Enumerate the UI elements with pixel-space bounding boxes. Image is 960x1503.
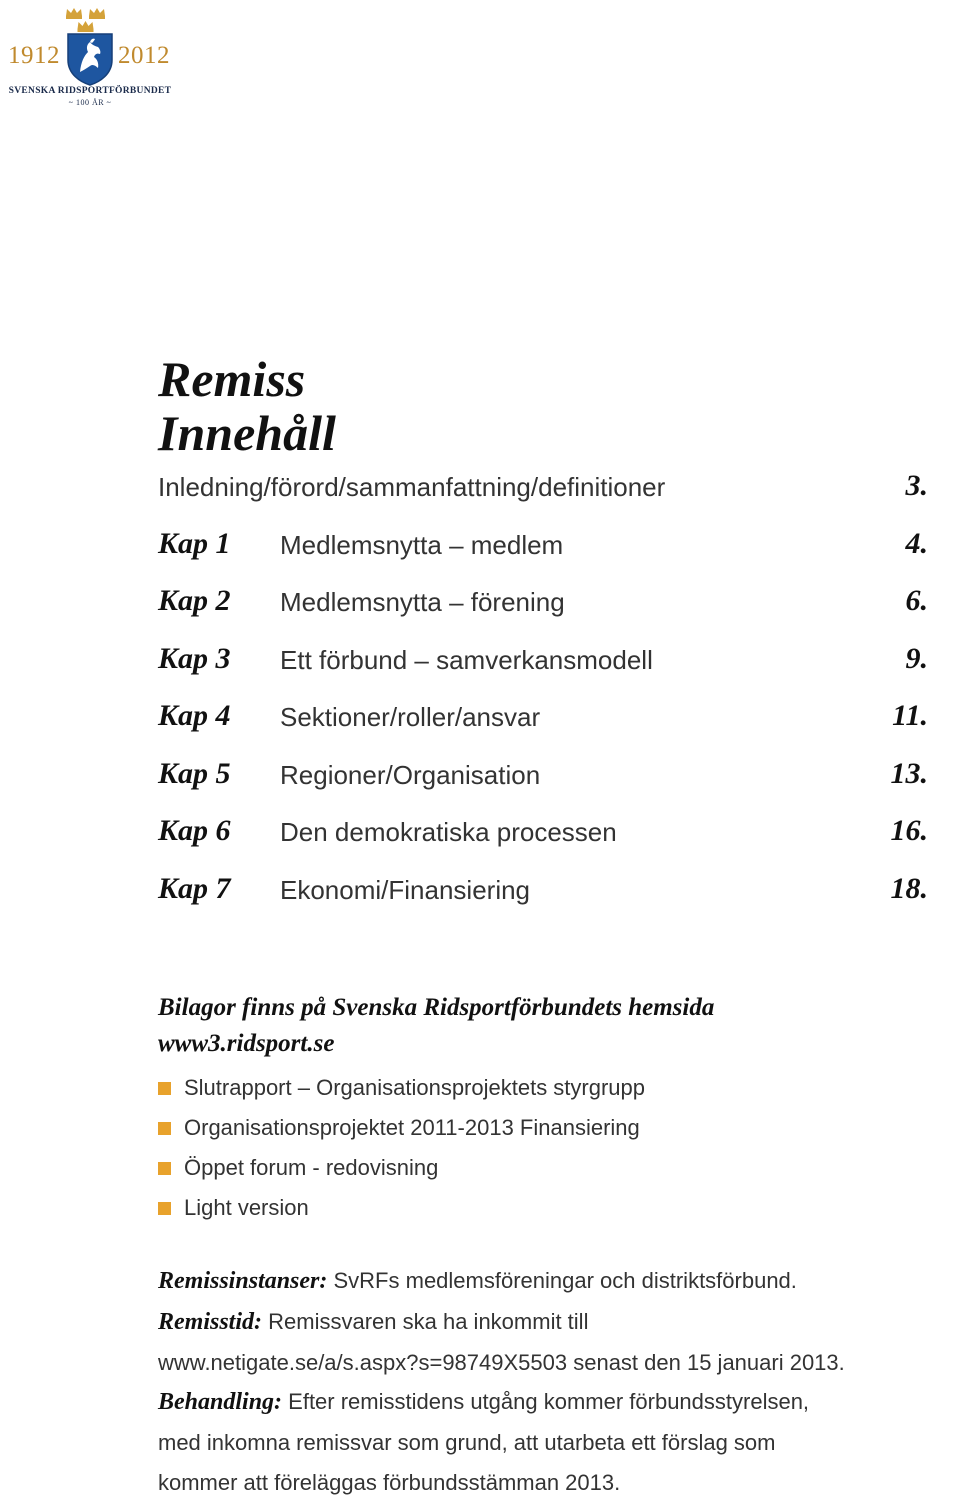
toc-chapter-label: Kap 7: [158, 871, 231, 905]
list-item: [158, 1188, 938, 1228]
page-title: [158, 352, 938, 460]
toc-chapter-title: Ekonomi/Finansiering: [280, 874, 531, 905]
toc-row: [158, 642, 938, 700]
consultation-handling: [158, 1382, 960, 1502]
logo-org-name: SVENSKA RIDSPORTFÖRBUNDET: [8, 86, 172, 96]
toc-page-number: 13.: [890, 756, 928, 790]
toc-page-number: 16.: [890, 814, 928, 847]
deadline-label: Remisstid:: [158, 1308, 263, 1335]
list-item: [158, 1068, 938, 1108]
logo-anniversary: ~ 100 ÅR ~: [68, 98, 112, 107]
list-item-text: Organisationsprojektet 2011-2013 Finansiering: [184, 1115, 640, 1140]
deadline-link-text[interactable]: www.netigate.se/a/s.aspx?s=98749X5503 senast den 15 januari 2013.: [158, 1349, 845, 1375]
toc-intro-text: Inledning/förord/sammanfattning/definitioner: [158, 472, 666, 502]
attachments-website-link[interactable]: www3.ridsport.se: [158, 1030, 335, 1057]
consultation-deadline: [158, 1302, 960, 1383]
toc-row: [158, 584, 938, 642]
square-bullet-icon: [158, 1082, 171, 1095]
deadline-text: Remissvaren ska ha inkommit till: [268, 1308, 589, 1334]
list-item: [158, 1108, 938, 1148]
list-item-text: Slutrapport – Organisationsprojektets styrgrupp: [184, 1075, 646, 1100]
list-item-text: Light version: [184, 1195, 309, 1220]
table-of-contents: [158, 469, 938, 929]
toc-row: [158, 814, 938, 872]
recipients-label: Remissinstanser:: [158, 1268, 328, 1294]
handling-text-line1: Efter remisstidens utgång kommer förbundsstyrelsen,: [288, 1389, 810, 1415]
list-item: [158, 1148, 938, 1188]
square-bullet-icon: [158, 1162, 171, 1175]
handling-label: Behandling:: [158, 1389, 283, 1416]
toc-page-number: 11.: [892, 699, 928, 732]
toc-page-number: 4.: [905, 526, 928, 560]
toc-page-number: 6.: [905, 584, 928, 617]
consultation-info: [158, 1261, 960, 1503]
toc-row: [158, 527, 938, 585]
toc-chapter-title: Regioner/Organisation: [280, 759, 541, 790]
toc-chapter-label: Kap 4: [158, 699, 231, 732]
toc-chapter-title: Medlemsnytta – medlem: [280, 529, 564, 560]
toc-row-intro: [158, 469, 938, 527]
toc-row: [158, 872, 938, 930]
toc-page-number: 18.: [890, 871, 928, 905]
toc-chapter-title: Ett förbund – samverkansmodell: [280, 644, 653, 675]
toc-chapter-label: Kap 6: [158, 814, 231, 847]
toc-intro-page: 3.: [905, 469, 928, 502]
handling-text-line2: med inkomna remissvar som grund, att utarbeta ett förslag som: [158, 1430, 776, 1456]
shield-horse-icon: [66, 32, 114, 86]
title-line-remiss: Remiss: [158, 351, 306, 407]
logo: [8, 4, 172, 107]
toc-chapter-label: Kap 1: [158, 526, 231, 560]
title-line-innehall: Innehåll: [158, 405, 336, 461]
square-bullet-icon: [158, 1122, 171, 1135]
toc-chapter-label: Kap 2: [158, 584, 231, 617]
toc-chapter-label: Kap 3: [158, 641, 231, 675]
logo-year-end: 2012: [118, 42, 170, 69]
list-item-text: Öppet forum - redovisning: [184, 1155, 439, 1180]
handling-text-line3: kommer att föreläggas förbundsstämman 2013.: [158, 1469, 621, 1495]
toc-row: [158, 699, 938, 757]
attachments-heading: [158, 990, 938, 1062]
square-bullet-icon: [158, 1202, 171, 1215]
toc-page-number: 9.: [905, 641, 928, 675]
toc-chapter-title: Medlemsnytta – förening: [280, 587, 565, 617]
attachments-list: [158, 1068, 938, 1228]
attachments-heading-text: Bilagor finns på Svenska Ridsportförbundets hemsida: [158, 994, 715, 1021]
toc-chapter-label: Kap 5: [158, 756, 231, 790]
toc-chapter-title: Den demokratiska processen: [280, 817, 617, 847]
toc-row: [158, 757, 938, 815]
recipients-text: SvRFs medlemsföreningar och distriktsförbund.: [333, 1268, 797, 1293]
toc-chapter-title: Sektioner/roller/ansvar: [280, 702, 541, 732]
consultation-recipients: [158, 1261, 960, 1302]
document-body: [158, 352, 938, 1503]
logo-year-start: 1912: [8, 42, 60, 69]
